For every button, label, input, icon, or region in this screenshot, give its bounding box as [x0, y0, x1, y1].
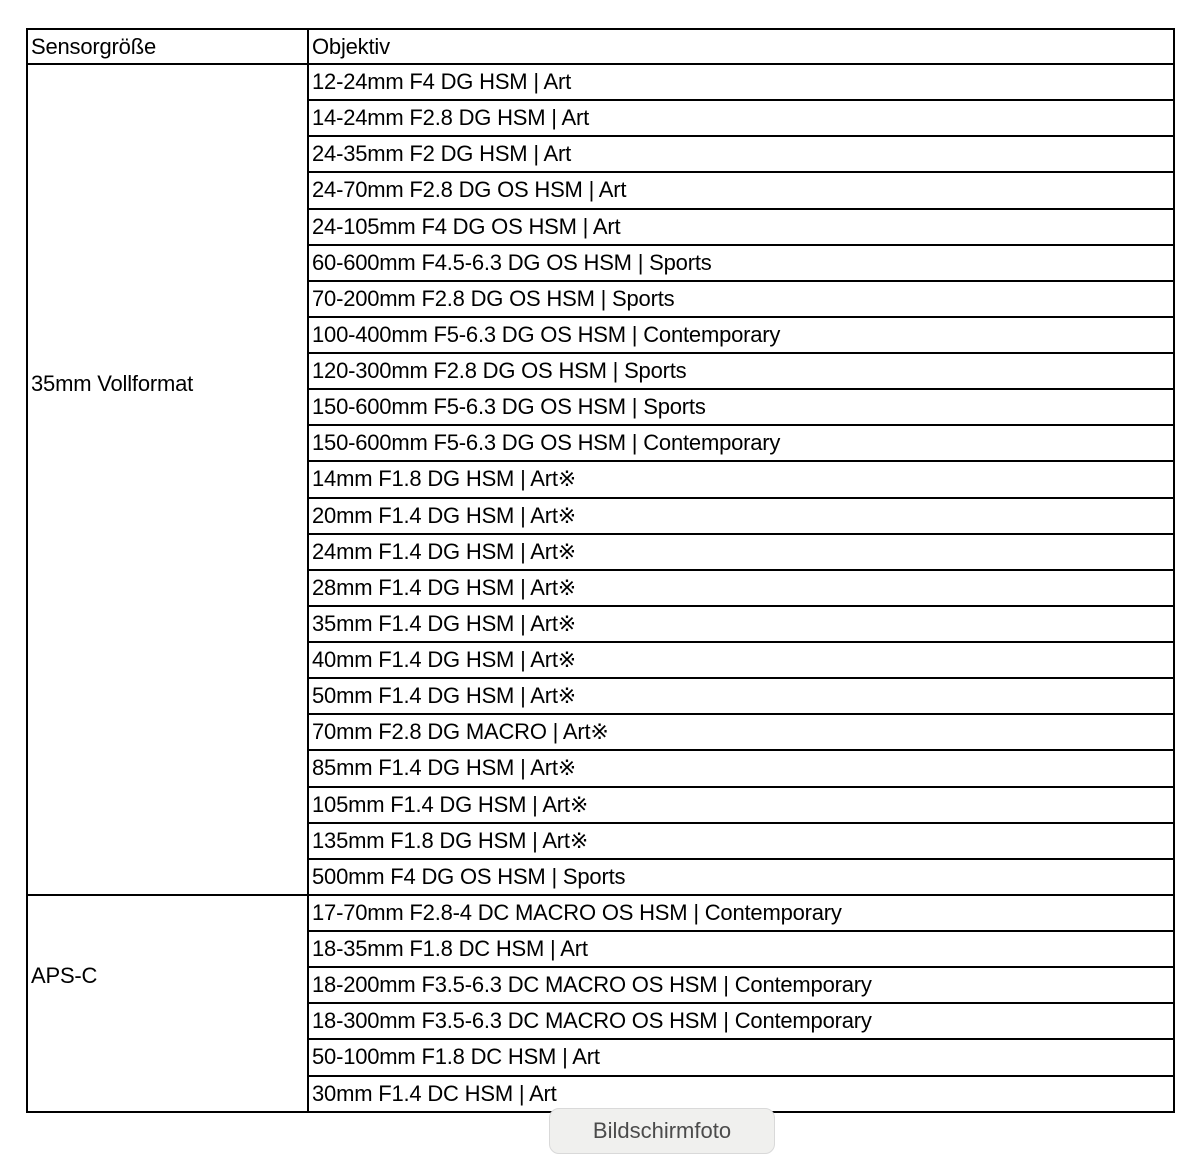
lens-cell: 14-24mm F2.8 DG HSM | Art — [308, 100, 1174, 136]
lens-cell: 70mm F2.8 DG MACRO | Art※ — [308, 714, 1174, 750]
sensor-group-label: APS-C — [31, 962, 98, 988]
lens-table-container — [26, 28, 1175, 1113]
lens-cell: 17-70mm F2.8-4 DC MACRO OS HSM | Contemporary — [308, 895, 1174, 931]
table-row — [27, 64, 1174, 100]
lens-cell: 150-600mm F5-6.3 DG OS HSM | Sports — [308, 389, 1174, 425]
lens-table-header — [27, 29, 1174, 64]
header-row — [27, 29, 1174, 64]
lens-cell: 150-600mm F5-6.3 DG OS HSM | Contemporary — [308, 425, 1174, 461]
sensor-group-label: 35mm Vollformat — [31, 371, 194, 396]
screenshot-tooltip: Bildschirmfoto — [549, 1108, 775, 1154]
lens-cell: 30mm F1.4 DC HSM | Art — [308, 1076, 1174, 1113]
column-header-lens: Objektiv — [308, 29, 1174, 64]
lens-table-body — [27, 64, 1174, 1112]
lens-cell: 24-105mm F4 DG OS HSM | Art — [308, 209, 1174, 245]
lens-cell: 135mm F1.8 DG HSM | Art※ — [308, 823, 1174, 859]
lens-cell: 105mm F1.4 DG HSM | Art※ — [308, 787, 1174, 823]
lens-cell: 20mm F1.4 DG HSM | Art※ — [308, 498, 1174, 534]
sensor-group-cell — [27, 895, 308, 1112]
lens-cell: 85mm F1.4 DG HSM | Art※ — [308, 750, 1174, 786]
lens-cell: 60-600mm F4.5-6.3 DG OS HSM | Sports — [308, 245, 1174, 281]
lens-cell: 24-70mm F2.8 DG OS HSM | Art — [308, 172, 1174, 208]
lens-cell: 18-200mm F3.5-6.3 DC MACRO OS HSM | Contemporary — [308, 967, 1174, 1003]
lens-cell: 28mm F1.4 DG HSM | Art※ — [308, 570, 1174, 606]
lens-cell: 18-35mm F1.8 DC HSM | Art — [308, 931, 1174, 967]
lens-cell: 14mm F1.8 DG HSM | Art※ — [308, 461, 1174, 497]
lens-table — [26, 28, 1175, 1113]
lens-cell: 50-100mm F1.8 DC HSM | Art — [308, 1039, 1174, 1075]
lens-cell: 18-300mm F3.5-6.3 DC MACRO OS HSM | Contemporary — [308, 1003, 1174, 1039]
sensor-group-cell — [27, 64, 308, 895]
lens-cell: 50mm F1.4 DG HSM | Art※ — [308, 678, 1174, 714]
column-header-sensor: Sensorgröße — [27, 29, 308, 64]
lens-cell: 24mm F1.4 DG HSM | Art※ — [308, 534, 1174, 570]
lens-cell: 24-35mm F2 DG HSM | Art — [308, 136, 1174, 172]
lens-cell: 35mm F1.4 DG HSM | Art※ — [308, 606, 1174, 642]
lens-cell: 500mm F4 DG OS HSM | Sports — [308, 859, 1174, 895]
lens-cell: 12-24mm F4 DG HSM | Art — [308, 64, 1174, 100]
lens-cell: 100-400mm F5-6.3 DG OS HSM | Contemporary — [308, 317, 1174, 353]
lens-cell: 120-300mm F2.8 DG OS HSM | Sports — [308, 353, 1174, 389]
lens-cell: 70-200mm F2.8 DG OS HSM | Sports — [308, 281, 1174, 317]
lens-cell: 40mm F1.4 DG HSM | Art※ — [308, 642, 1174, 678]
table-row — [27, 895, 1174, 931]
